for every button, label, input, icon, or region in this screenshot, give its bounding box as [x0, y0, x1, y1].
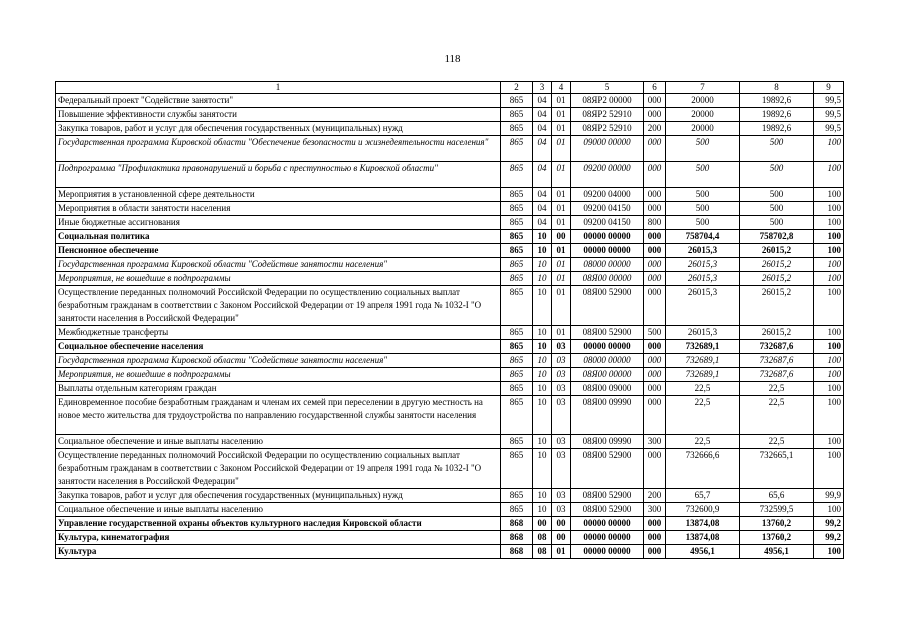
cell-executed: 758702,8: [740, 230, 814, 244]
row-name: Мероприятия, не вошедшие в подпрограммы: [56, 368, 501, 382]
row-name: Повышение эффективности службы занятости: [56, 108, 501, 122]
cell-planned: 732689,1: [666, 368, 740, 382]
cell-percent: 100: [814, 354, 844, 368]
row-name: Государственная программа Кировской области "Обеспечение безопасности и жизнедеятельности населения": [56, 136, 501, 162]
cell-target: 09200 04150: [571, 216, 644, 230]
cell-planned: 26015,3: [666, 326, 740, 340]
cell-target: 00000 00000: [571, 230, 644, 244]
cell-subsection: 01: [552, 94, 571, 108]
table-row: [56, 517, 844, 531]
column-header: 6: [644, 82, 666, 94]
cell-subsection: 00: [552, 531, 571, 545]
row-name: Единовременное пособие безработным гражданам и членам их семей при переселении в другую местность на новое место жительства для трудоустройства по направлению государственной службы занятости населения: [56, 396, 501, 435]
cell-percent: 100: [814, 216, 844, 230]
cell-planned: 500: [666, 162, 740, 188]
cell-executed: 19892,6: [740, 122, 814, 136]
cell-target: 09200 04150: [571, 202, 644, 216]
cell-subsection: 01: [552, 272, 571, 286]
cell-percent: 99,5: [814, 122, 844, 136]
cell-section: 10: [533, 449, 552, 489]
cell-planned: 22,5: [666, 435, 740, 449]
cell-expense-type: 000: [644, 517, 666, 531]
row-name: Государственная программа Кировской области "Содействие занятости населения": [56, 258, 501, 272]
cell-subsection: 03: [552, 435, 571, 449]
row-name: Культура: [56, 545, 501, 559]
cell-subsection: 01: [552, 108, 571, 122]
cell-executed: 500: [740, 216, 814, 230]
cell-planned: 732689,1: [666, 354, 740, 368]
cell-expense-type: 300: [644, 435, 666, 449]
table-row: [56, 286, 844, 326]
cell-ministry: 865: [501, 326, 533, 340]
cell-percent: 100: [814, 286, 844, 326]
cell-executed: 26015,2: [740, 286, 814, 326]
cell-subsection: 01: [552, 545, 571, 559]
row-name: Осуществление переданных полномочий Российской Федерации по осуществлению социальных выплат безработным гражданам в соответствии с Законом Российской Федерации от 19 апреля 1991 года № 1032-I "О занятости населения в Российской Федерации": [56, 286, 501, 326]
cell-subsection: 03: [552, 503, 571, 517]
cell-percent: 100: [814, 368, 844, 382]
table-row: [56, 108, 844, 122]
cell-planned: 732600,9: [666, 503, 740, 517]
cell-subsection: 00: [552, 230, 571, 244]
cell-subsection: 01: [552, 202, 571, 216]
cell-ministry: 865: [501, 449, 533, 489]
cell-expense-type: 200: [644, 489, 666, 503]
cell-ministry: 865: [501, 94, 533, 108]
column-header: 3: [533, 82, 552, 94]
cell-subsection: 00: [552, 517, 571, 531]
cell-target: 08Я00 52900: [571, 503, 644, 517]
cell-subsection: 01: [552, 326, 571, 340]
cell-section: 04: [533, 162, 552, 188]
cell-expense-type: 000: [644, 202, 666, 216]
cell-section: 04: [533, 136, 552, 162]
cell-executed: 26015,2: [740, 326, 814, 340]
cell-target: 08ЯР2 52910: [571, 122, 644, 136]
table-row: [56, 489, 844, 503]
cell-expense-type: 000: [644, 340, 666, 354]
cell-ministry: 865: [501, 230, 533, 244]
cell-percent: 100: [814, 244, 844, 258]
cell-planned: 13874,08: [666, 517, 740, 531]
cell-target: 08Я00 00000: [571, 272, 644, 286]
row-name: Федеральный проект "Содействие занятости": [56, 94, 501, 108]
cell-target: 08Я00 52900: [571, 326, 644, 340]
cell-target: 00000 00000: [571, 517, 644, 531]
table-row: [56, 340, 844, 354]
cell-target: 00000 00000: [571, 531, 644, 545]
cell-target: 08Я00 52900: [571, 489, 644, 503]
cell-executed: 13760,2: [740, 517, 814, 531]
cell-planned: 500: [666, 188, 740, 202]
table-row: [56, 435, 844, 449]
cell-percent: 100: [814, 188, 844, 202]
cell-percent: 100: [814, 435, 844, 449]
budget-table: [55, 81, 844, 559]
cell-ministry: 868: [501, 531, 533, 545]
cell-executed: 19892,6: [740, 94, 814, 108]
cell-expense-type: 000: [644, 162, 666, 188]
cell-planned: 758704,4: [666, 230, 740, 244]
cell-target: 08Я00 52900: [571, 449, 644, 489]
table-row: [56, 545, 844, 559]
cell-percent: 100: [814, 503, 844, 517]
cell-expense-type: 000: [644, 136, 666, 162]
cell-executed: 26015,2: [740, 244, 814, 258]
cell-section: 10: [533, 382, 552, 396]
cell-section: 08: [533, 545, 552, 559]
cell-executed: 732687,6: [740, 340, 814, 354]
cell-expense-type: 500: [644, 326, 666, 340]
table-row: [56, 202, 844, 216]
row-name: Межбюджетные трансферты: [56, 326, 501, 340]
cell-executed: 13760,2: [740, 531, 814, 545]
cell-subsection: 01: [552, 216, 571, 230]
row-name: Закупка товаров, работ и услуг для обеспечения государственных (муниципальных) нужд: [56, 489, 501, 503]
cell-section: 00: [533, 517, 552, 531]
cell-target: 09000 00000: [571, 136, 644, 162]
cell-percent: 100: [814, 449, 844, 489]
table-row: [56, 258, 844, 272]
cell-ministry: 865: [501, 244, 533, 258]
cell-planned: 500: [666, 202, 740, 216]
cell-ministry: 865: [501, 382, 533, 396]
cell-target: 08Я00 52900: [571, 286, 644, 326]
cell-executed: 22,5: [740, 396, 814, 435]
cell-planned: 732689,1: [666, 340, 740, 354]
cell-planned: 732666,6: [666, 449, 740, 489]
cell-subsection: 03: [552, 489, 571, 503]
cell-subsection: 01: [552, 258, 571, 272]
cell-expense-type: 000: [644, 396, 666, 435]
table-row: [56, 272, 844, 286]
cell-planned: 13874,08: [666, 531, 740, 545]
table-row: [56, 244, 844, 258]
cell-percent: 100: [814, 396, 844, 435]
table-row: [56, 531, 844, 545]
row-name: Мероприятия, не вошедшие в подпрограммы: [56, 272, 501, 286]
cell-executed: 4956,1: [740, 545, 814, 559]
row-name: Социальное обеспечение и иные выплаты населению: [56, 435, 501, 449]
cell-section: 10: [533, 503, 552, 517]
cell-ministry: 865: [501, 272, 533, 286]
cell-executed: 22,5: [740, 382, 814, 396]
cell-percent: 100: [814, 162, 844, 188]
table-row: [56, 396, 844, 435]
cell-percent: 99,2: [814, 531, 844, 545]
cell-ministry: 865: [501, 340, 533, 354]
cell-percent: 100: [814, 136, 844, 162]
cell-expense-type: 000: [644, 108, 666, 122]
cell-target: 08000 00000: [571, 258, 644, 272]
cell-section: 04: [533, 94, 552, 108]
cell-section: 10: [533, 230, 552, 244]
cell-ministry: 865: [501, 489, 533, 503]
cell-ministry: 865: [501, 368, 533, 382]
column-header: 1: [56, 82, 501, 94]
cell-subsection: 01: [552, 244, 571, 258]
cell-section: 10: [533, 368, 552, 382]
cell-target: 08Я00 09990: [571, 435, 644, 449]
cell-planned: 20000: [666, 122, 740, 136]
cell-target: 08ЯР2 52910: [571, 108, 644, 122]
cell-section: 04: [533, 216, 552, 230]
cell-ministry: 865: [501, 122, 533, 136]
cell-executed: 732665,1: [740, 449, 814, 489]
cell-executed: 500: [740, 202, 814, 216]
cell-planned: 22,5: [666, 396, 740, 435]
cell-expense-type: 000: [644, 188, 666, 202]
table-row: [56, 136, 844, 162]
cell-section: 10: [533, 272, 552, 286]
cell-executed: 26015,2: [740, 272, 814, 286]
cell-target: 00000 00000: [571, 545, 644, 559]
cell-percent: 99,5: [814, 108, 844, 122]
cell-expense-type: 300: [644, 503, 666, 517]
cell-executed: 19892,6: [740, 108, 814, 122]
cell-expense-type: 000: [644, 368, 666, 382]
table-row: [56, 188, 844, 202]
cell-subsection: 03: [552, 368, 571, 382]
table-row: [56, 326, 844, 340]
row-name: Выплаты отдельным категориям граждан: [56, 382, 501, 396]
cell-ministry: 865: [501, 162, 533, 188]
cell-target: 08Я00 00000: [571, 368, 644, 382]
cell-subsection: 01: [552, 188, 571, 202]
cell-planned: 26015,3: [666, 258, 740, 272]
row-name: Осуществление переданных полномочий Российской Федерации по осуществлению социальных выплат безработным гражданам в соответствии с Законом Российской Федерации от 19 апреля 1991 года № 1032-I "О занятости населения в Российской Федерации": [56, 449, 501, 489]
cell-subsection: 01: [552, 286, 571, 326]
cell-percent: 99,5: [814, 94, 844, 108]
table-row: [56, 94, 844, 108]
cell-section: 04: [533, 202, 552, 216]
cell-section: 08: [533, 531, 552, 545]
cell-expense-type: 000: [644, 272, 666, 286]
column-header: 4: [552, 82, 571, 94]
cell-section: 10: [533, 258, 552, 272]
cell-ministry: 865: [501, 286, 533, 326]
cell-planned: 500: [666, 136, 740, 162]
cell-ministry: 865: [501, 396, 533, 435]
cell-section: 10: [533, 244, 552, 258]
cell-expense-type: 000: [644, 244, 666, 258]
cell-subsection: 03: [552, 354, 571, 368]
column-header-row: [56, 82, 844, 94]
cell-target: 08Я00 09000: [571, 382, 644, 396]
cell-executed: 22,5: [740, 435, 814, 449]
row-name: Социальная политика: [56, 230, 501, 244]
column-header: 2: [501, 82, 533, 94]
cell-expense-type: 000: [644, 286, 666, 326]
cell-ministry: 865: [501, 435, 533, 449]
row-name: Закупка товаров, работ и услуг для обеспечения государственных (муниципальных) нужд: [56, 122, 501, 136]
cell-ministry: 865: [501, 202, 533, 216]
cell-percent: 100: [814, 202, 844, 216]
cell-percent: 100: [814, 545, 844, 559]
cell-planned: 20000: [666, 108, 740, 122]
cell-percent: 100: [814, 272, 844, 286]
cell-executed: 500: [740, 162, 814, 188]
cell-subsection: 03: [552, 449, 571, 489]
cell-planned: 26015,3: [666, 244, 740, 258]
cell-ministry: 865: [501, 258, 533, 272]
cell-planned: 22,5: [666, 382, 740, 396]
row-name: Социальное обеспечение и иные выплаты населению: [56, 503, 501, 517]
cell-expense-type: 000: [644, 545, 666, 559]
cell-percent: 100: [814, 382, 844, 396]
row-name: Пенсионное обеспечение: [56, 244, 501, 258]
cell-percent: 100: [814, 230, 844, 244]
row-name: Управление государственной охраны объектов культурного наследия Кировской области: [56, 517, 501, 531]
cell-executed: 500: [740, 136, 814, 162]
cell-expense-type: 000: [644, 230, 666, 244]
cell-expense-type: 800: [644, 216, 666, 230]
table-row: [56, 216, 844, 230]
row-name: Государственная программа Кировской области "Содействие занятости населения": [56, 354, 501, 368]
cell-ministry: 868: [501, 517, 533, 531]
cell-planned: 20000: [666, 94, 740, 108]
cell-ministry: 865: [501, 503, 533, 517]
cell-section: 10: [533, 286, 552, 326]
cell-executed: 732599,5: [740, 503, 814, 517]
cell-subsection: 03: [552, 396, 571, 435]
table-row: [56, 449, 844, 489]
row-name: Социальное обеспечение населения: [56, 340, 501, 354]
cell-section: 04: [533, 108, 552, 122]
cell-ministry: 865: [501, 108, 533, 122]
cell-ministry: 865: [501, 188, 533, 202]
cell-subsection: 03: [552, 340, 571, 354]
cell-ministry: 868: [501, 545, 533, 559]
cell-percent: 100: [814, 326, 844, 340]
cell-section: 10: [533, 354, 552, 368]
cell-expense-type: 000: [644, 94, 666, 108]
cell-target: 00000 00000: [571, 340, 644, 354]
row-name: Мероприятия в области занятости населения: [56, 202, 501, 216]
cell-planned: 4956,1: [666, 545, 740, 559]
table-row: [56, 354, 844, 368]
cell-expense-type: 000: [644, 531, 666, 545]
cell-expense-type: 000: [644, 258, 666, 272]
cell-subsection: 01: [552, 162, 571, 188]
cell-planned: 500: [666, 216, 740, 230]
cell-target: 08ЯР2 00000: [571, 94, 644, 108]
column-header: 9: [814, 82, 844, 94]
cell-executed: 732687,6: [740, 354, 814, 368]
cell-expense-type: 000: [644, 382, 666, 396]
cell-percent: 99,2: [814, 517, 844, 531]
cell-ministry: 865: [501, 354, 533, 368]
cell-planned: 65,7: [666, 489, 740, 503]
cell-planned: 26015,3: [666, 286, 740, 326]
cell-section: 10: [533, 435, 552, 449]
cell-executed: 26015,2: [740, 258, 814, 272]
cell-planned: 26015,3: [666, 272, 740, 286]
table-row: [56, 382, 844, 396]
table-row: [56, 122, 844, 136]
cell-percent: 99,9: [814, 489, 844, 503]
cell-percent: 100: [814, 258, 844, 272]
row-name: Иные бюджетные ассигнования: [56, 216, 501, 230]
cell-expense-type: 000: [644, 449, 666, 489]
cell-expense-type: 200: [644, 122, 666, 136]
column-header: 8: [740, 82, 814, 94]
row-name: Подпрограмма "Профилактика правонарушений и борьба с преступностью в Кировской области": [56, 162, 501, 188]
cell-executed: 732687,6: [740, 368, 814, 382]
table-row: [56, 503, 844, 517]
cell-target: 08000 00000: [571, 354, 644, 368]
cell-section: 04: [533, 188, 552, 202]
cell-target: 09200 04000: [571, 188, 644, 202]
table-row: [56, 230, 844, 244]
cell-ministry: 865: [501, 136, 533, 162]
cell-executed: 500: [740, 188, 814, 202]
cell-section: 04: [533, 122, 552, 136]
cell-section: 10: [533, 489, 552, 503]
row-name: Культура, кинематография: [56, 531, 501, 545]
row-name: Мероприятия в установленной сфере деятельности: [56, 188, 501, 202]
column-header: 7: [666, 82, 740, 94]
cell-percent: 100: [814, 340, 844, 354]
cell-subsection: 01: [552, 136, 571, 162]
cell-target: 09200 00000: [571, 162, 644, 188]
cell-section: 10: [533, 396, 552, 435]
table-row: [56, 162, 844, 188]
cell-subsection: 01: [552, 122, 571, 136]
cell-section: 10: [533, 326, 552, 340]
cell-expense-type: 000: [644, 354, 666, 368]
cell-section: 10: [533, 340, 552, 354]
cell-target: 00000 00000: [571, 244, 644, 258]
cell-subsection: 03: [552, 382, 571, 396]
page-number: 118: [444, 53, 461, 65]
table-row: [56, 368, 844, 382]
cell-executed: 65,6: [740, 489, 814, 503]
cell-target: 08Я00 09990: [571, 396, 644, 435]
column-header: 5: [571, 82, 644, 94]
cell-ministry: 865: [501, 216, 533, 230]
